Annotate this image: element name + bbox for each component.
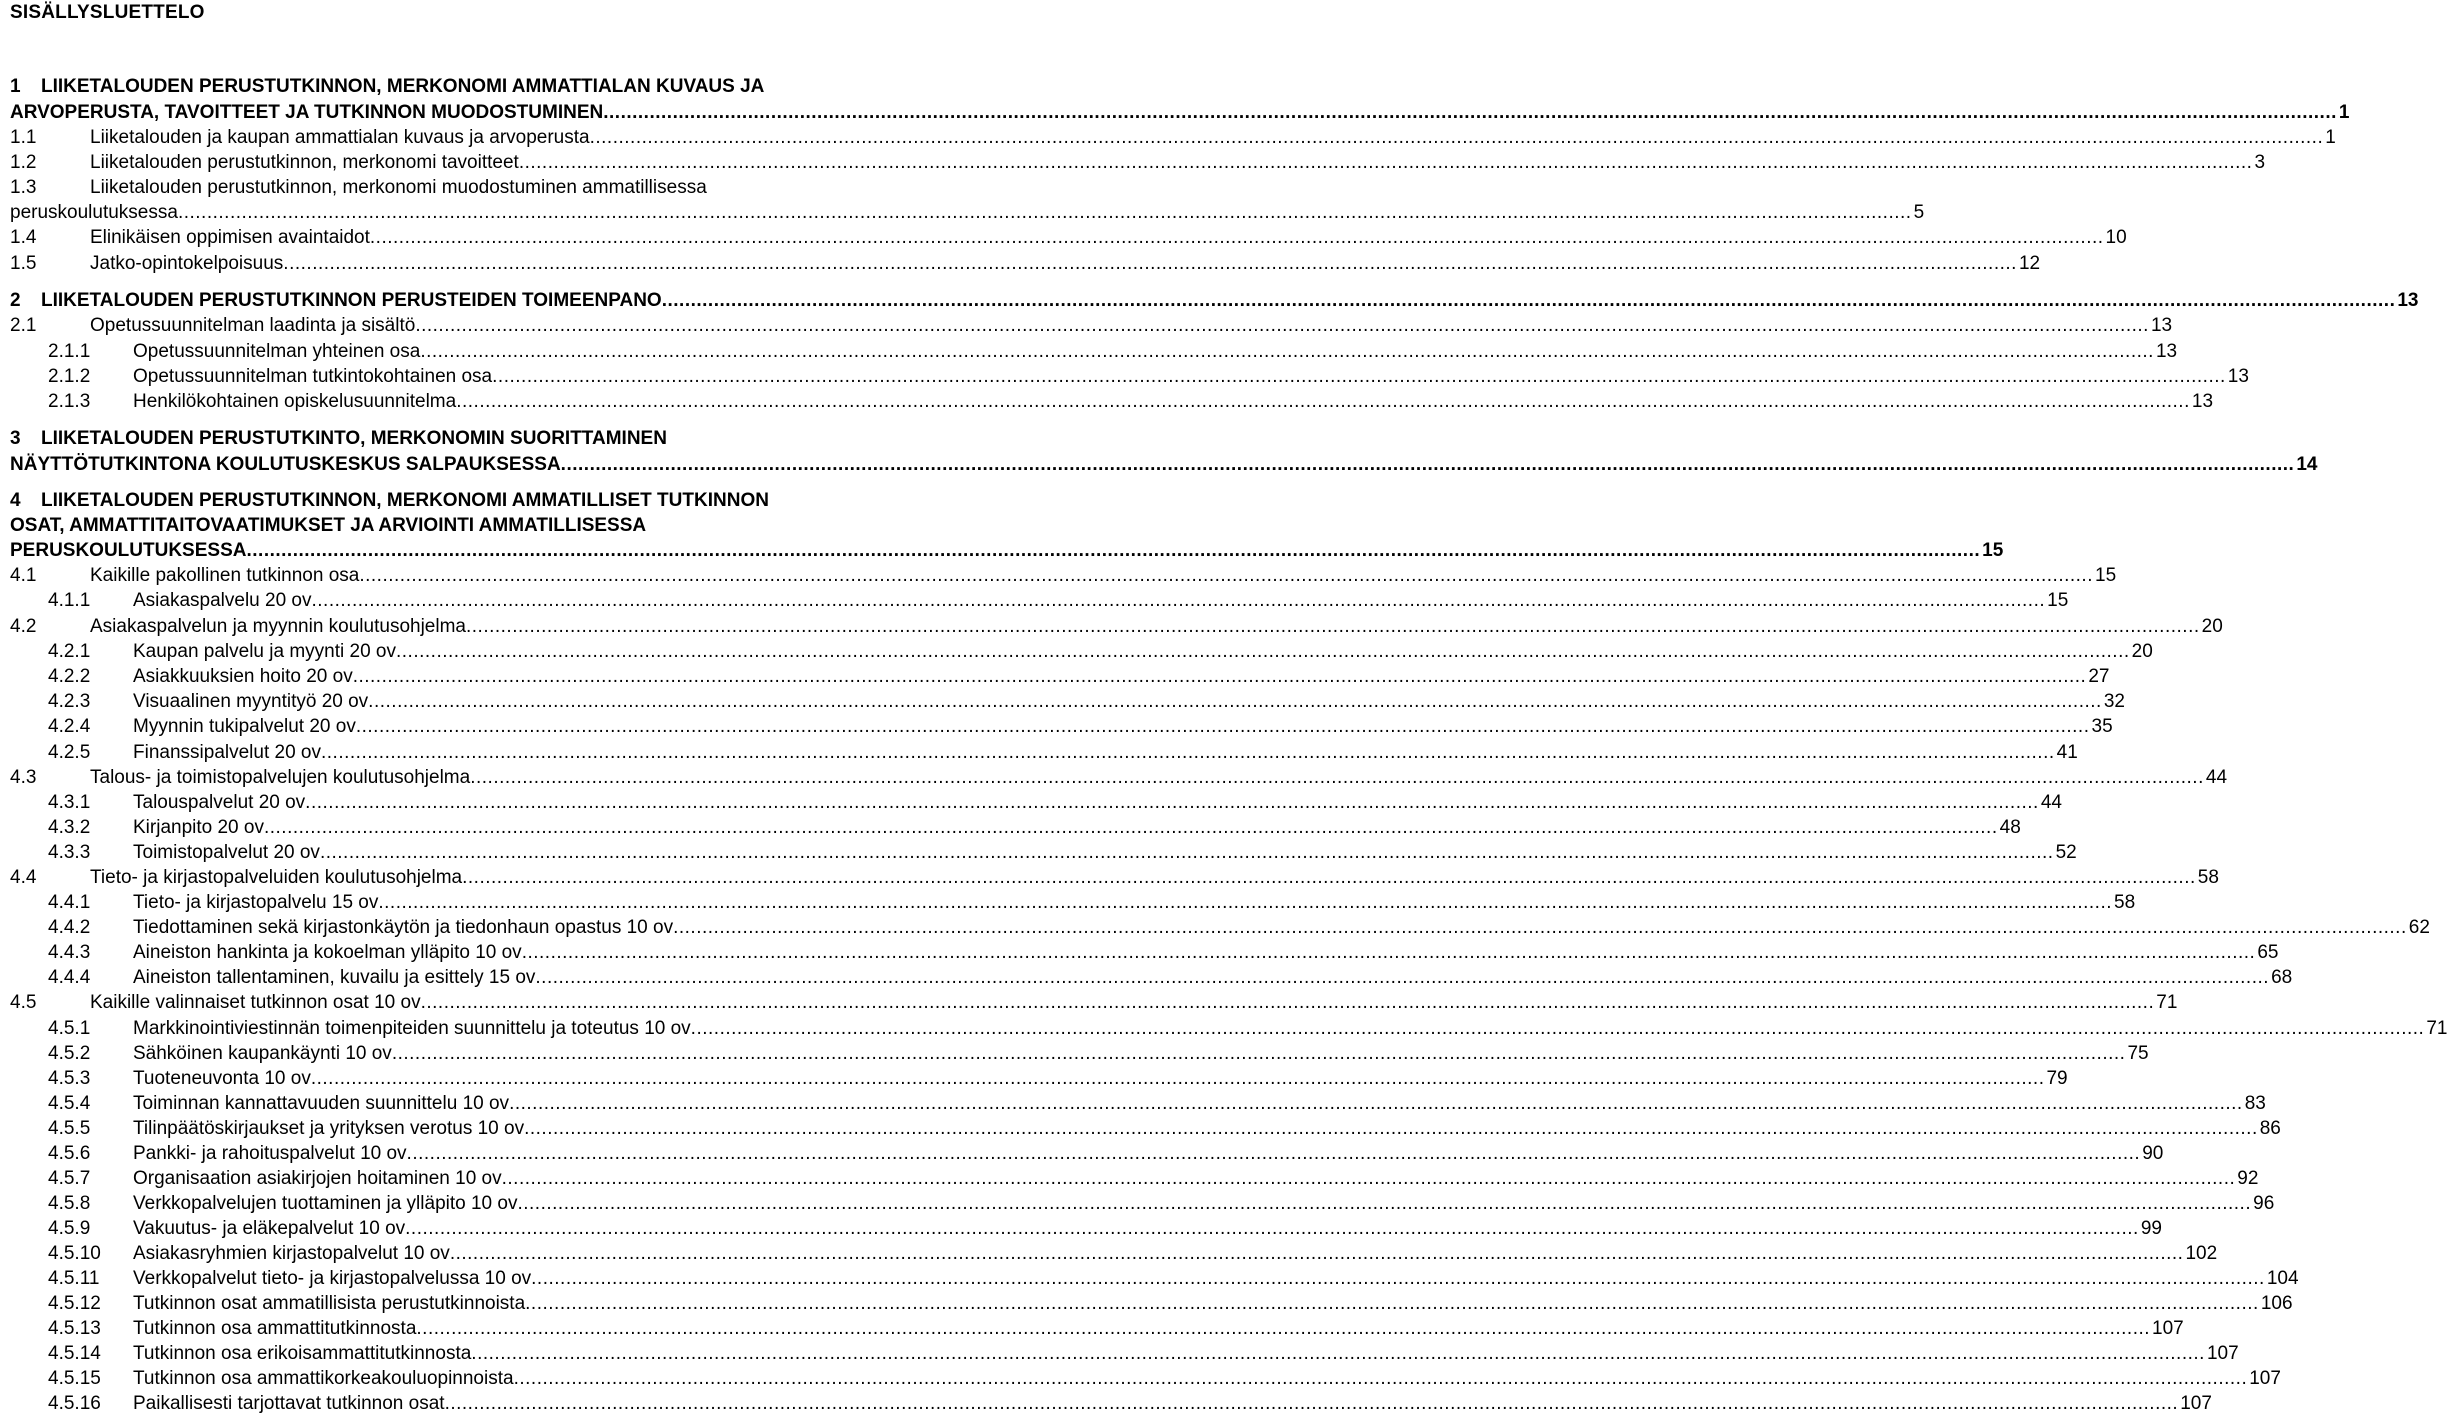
toc-entry-page: 107 (2180, 1393, 2212, 1414)
dot-leader: ............................................................................................................................................................................................................................................................................................................ (406, 1143, 2141, 1164)
toc-entry[interactable] (0, 1316, 2184, 1342)
toc-entry-number: 4.4 (10, 867, 37, 888)
dot-leader: ............................................................................................................................................................................................................................................................................................................ (415, 315, 2149, 336)
toc-entry-title: Finanssipalvelut 20 ov (133, 742, 321, 763)
toc-entry[interactable] (0, 389, 2214, 415)
toc-entry-page: 104 (2266, 1268, 2299, 1289)
toc-entry-number: 1.2 (10, 152, 37, 173)
toc-entry[interactable] (0, 175, 960, 201)
dot-leader: ............................................................................................................................................................................................................................................................................................................ (560, 454, 2295, 475)
toc-entry[interactable] (0, 1241, 2218, 1267)
toc-entry-number: 4.3.3 (48, 842, 91, 863)
toc-entry-page: 13 (2150, 315, 2173, 336)
toc-entry[interactable] (0, 1366, 2281, 1392)
toc-entry-number: 4.2 (10, 616, 37, 637)
toc-entry-title: Toiminnan kannattavuuden suunnittelu 10 ov (133, 1093, 510, 1114)
toc-entry-page: 83 (2244, 1093, 2266, 1114)
toc-entry-number: 2.1 (10, 315, 37, 336)
toc-entry-number: 1 (10, 76, 21, 97)
toc-entry-number: 1.5 (10, 253, 37, 274)
toc-entry-title: Tieto- ja kirjastopalveluiden koulutusohjelma (90, 867, 463, 888)
toc-entry-page: 5 (1913, 202, 1925, 223)
dot-leader: ............................................................................................................................................................................................................................................................................................................ (518, 152, 2253, 173)
toc-entry-title: Organisaation asiakirjojen hoitaminen 10 ov (133, 1168, 502, 1189)
toc-entry-page: 13 (2191, 391, 2214, 412)
toc-entry-title: Elinikäisen oppimisen avaintaidot (90, 227, 370, 248)
dot-leader: ............................................................................................................................................................................................................................................................................................................ (462, 867, 2196, 888)
toc-entry[interactable] (0, 790, 2062, 816)
toc-entry-title: PERUSKOULUTUKSESSA (10, 540, 247, 561)
toc-entry[interactable] (0, 990, 2178, 1016)
toc-entry-page: 107 (2206, 1343, 2239, 1364)
toc-entry-page: 68 (2271, 967, 2293, 988)
toc-entry-title: Opetussuunnitelman tutkintokohtainen osa (133, 366, 493, 387)
toc-entry-number: 2.1.1 (48, 341, 91, 362)
toc-entry-page: 71 (2426, 1018, 2447, 1039)
toc-entry[interactable] (0, 1266, 2299, 1292)
dot-leader: ............................................................................................................................................................................................................................................................................................................ (263, 817, 1998, 838)
toc-entry-title: Asiakasryhmien kirjastopalvelut 10 ov (133, 1243, 450, 1264)
toc-entry-page: 13 (2397, 290, 2419, 311)
toc-entry-number: 4.5.5 (48, 1118, 91, 1139)
dot-leader: ............................................................................................................................................................................................................................................................................................................ (501, 1168, 2236, 1189)
toc-entry-title: Tutkinnon osa ammattikorkeakouluopinnoista (133, 1368, 514, 1389)
toc-entry-number: 4.5.15 (48, 1368, 101, 1389)
dot-leader: ............................................................................................................................................................................................................................................................................................................ (310, 1068, 2045, 1089)
toc-entry[interactable] (0, 1141, 2164, 1167)
dot-leader: ............................................................................................................................................................................................................................................................................................................ (470, 767, 2204, 788)
toc-entry-title: Kaikille pakollinen tutkinnon osa (90, 565, 360, 586)
toc-entry-number: 4.3.1 (48, 792, 91, 813)
toc-entry-title: Toimistopalvelut 20 ov (133, 842, 320, 863)
toc-entry-number: 4.3.2 (48, 817, 91, 838)
toc-entry-title: Tiedottaminen sekä kirjastonkäytön ja tiedonhaun opastus 10 ov (133, 917, 674, 938)
toc-entry-title: peruskoulutuksessa (10, 202, 178, 223)
dot-leader: ............................................................................................................................................................................................................................................................................................................ (378, 892, 2113, 913)
toc-entry-page: 71 (2156, 992, 2178, 1013)
toc-entry-page: 106 (2260, 1293, 2293, 1314)
dot-leader: ............................................................................................................................................................................................................................................................................................................ (319, 842, 2054, 863)
toc-entry[interactable] (0, 563, 2117, 589)
toc-entry[interactable] (0, 225, 2127, 251)
toc-entry-page: 107 (2152, 1318, 2184, 1339)
toc-entry-page: 44 (2040, 792, 2062, 813)
toc-entry[interactable] (0, 1291, 2293, 1317)
toc-entry-title: Aineiston tallentaminen, kuvailu ja esittely 15 ov (133, 967, 536, 988)
toc-entry[interactable] (0, 689, 2125, 715)
toc-entry-page: 13 (2227, 366, 2249, 387)
toc-entry-page: 92 (2237, 1168, 2259, 1189)
dot-leader: ............................................................................................................................................................................................................................................................................................................ (673, 917, 2407, 938)
toc-entry-title: Tuoteneuvonta 10 ov (133, 1068, 311, 1089)
dot-leader: ............................................................................................................................................................................................................................................................................................................ (177, 202, 1912, 223)
toc-entry[interactable] (0, 664, 2110, 690)
toc-entry-number: 4.2.4 (48, 716, 91, 737)
dot-leader: ............................................................................................................................................................................................................................................................................................................ (517, 1193, 2252, 1214)
dot-leader: ............................................................................................................................................................................................................................................................................................................ (311, 590, 2046, 611)
toc-entry-title: OSAT, AMMATTITAITOVAATIMUKSET JA ARVIOINTI AMMATILLISESSA (10, 515, 647, 536)
toc-entry-number: 4.1 (10, 565, 37, 586)
toc-entry-title: Liiketalouden ja kaupan ammattialan kuvaus ja arvoperusta (90, 127, 590, 148)
toc-entry-number: 4.5.2 (48, 1043, 91, 1064)
toc-entry-page: 20 (2131, 641, 2153, 662)
toc-entry-title: Opetussuunnitelman yhteinen osa (133, 341, 421, 362)
toc-entry-number: 4.5.12 (48, 1293, 101, 1314)
dot-leader: ............................................................................................................................................................................................................................................................................................................ (420, 992, 2155, 1013)
dot-leader: ............................................................................................................................................................................................................................................................................................................ (321, 742, 2055, 763)
dot-leader: ............................................................................................................................................................................................................................................................................................................ (396, 641, 2130, 662)
dot-leader: ............................................................................................................................................................................................................................................................................................................ (352, 666, 2087, 687)
dot-leader: ............................................................................................................................................................................................................................................................................................................ (391, 1043, 2126, 1064)
toc-entry-number: 4.4.4 (48, 967, 91, 988)
toc-entry-page: 13 (2155, 341, 2178, 362)
toc-entry[interactable] (0, 1016, 2447, 1042)
toc-entry-page: 1 (2338, 102, 2350, 123)
toc-entry-title: Pankki- ja rahoituspalvelut 10 ov (133, 1143, 407, 1164)
toc-entry-page: 75 (2127, 1043, 2149, 1064)
toc-entry-number: 4.2.2 (48, 666, 91, 687)
dot-leader: ............................................................................................................................................................................................................................................................................................................ (535, 967, 2270, 988)
dot-leader: ............................................................................................................................................................................................................................................................................................................ (690, 1018, 2425, 1039)
dot-leader: ............................................................................................................................................................................................................................................................................................................ (509, 1093, 2243, 1114)
toc-entry[interactable] (0, 452, 2318, 478)
toc-entry[interactable] (0, 1091, 2266, 1117)
toc-entry-number: 4.5.3 (48, 1068, 91, 1089)
toc-entry[interactable] (0, 865, 2219, 891)
toc-entry-number: 2.1.2 (48, 366, 91, 387)
toc-entry-number: 1.4 (10, 227, 37, 248)
dot-leader: ............................................................................................................................................................................................................................................................................................................ (471, 1343, 2205, 1364)
toc-entry[interactable] (0, 538, 2004, 564)
toc-entry[interactable] (0, 313, 2173, 339)
toc-entry-page: 96 (2253, 1193, 2275, 1214)
toc-entry-number: 4.5.10 (48, 1243, 101, 1264)
dot-leader: ............................................................................................................................................................................................................................................................................................................ (524, 1118, 2258, 1139)
toc-entry-title: Tutkinnon osa ammattitutkinnosta (133, 1318, 417, 1339)
dot-leader: ............................................................................................................................................................................................................................................................................................................ (531, 1268, 2265, 1289)
toc-entry-number: 4.2.3 (48, 691, 91, 712)
toc-entry-page: 65 (2257, 942, 2279, 963)
toc-entry-number: 4.5.14 (48, 1343, 101, 1364)
toc-entry-page: 14 (2296, 454, 2318, 475)
toc-entry-title: Vakuutus- ja eläkepalvelut 10 ov (133, 1218, 406, 1239)
toc-entry-number: 2 (10, 290, 21, 311)
toc-entry[interactable] (0, 840, 2077, 866)
toc-entry-page: 41 (2056, 742, 2078, 763)
toc-entry[interactable] (0, 100, 2350, 126)
toc-entry-title: Talous- ja toimistopalvelujen koulutusohjelma (90, 767, 471, 788)
toc-entry-title: Asiakkuuksien hoito 20 ov (133, 666, 353, 687)
toc-entry-number: 4.5.1 (48, 1018, 91, 1039)
toc-entry-page: 62 (2408, 917, 2430, 938)
toc-entry[interactable] (0, 1116, 2281, 1142)
dot-leader: ............................................................................................................................................................................................................................................................................................................ (449, 1243, 2184, 1264)
toc-entry-number: 4.2.1 (48, 641, 91, 662)
toc-entry[interactable] (0, 288, 2419, 314)
toc-entry-title: Asiakaspalvelun ja myynnin koulutusohjelma (90, 616, 466, 637)
dot-leader: ............................................................................................................................................................................................................................................................................................................ (444, 1393, 2179, 1414)
toc-entry-page: 79 (2046, 1068, 2068, 1089)
toc-entry[interactable] (0, 1341, 2239, 1367)
toc-entry-page: 58 (2114, 892, 2136, 913)
toc-entry[interactable] (0, 150, 2266, 176)
toc-entry-page: 12 (2018, 253, 2041, 274)
dot-leader: ............................................................................................................................................................................................................................................................................................................ (521, 942, 2256, 963)
toc-entry-number: 4.3 (10, 767, 37, 788)
toc-entry-title: Tutkinnon osa erikoisammattitutkinnosta (133, 1343, 472, 1364)
toc-entry[interactable] (0, 125, 2336, 151)
toc-entry-page: 27 (2088, 666, 2110, 687)
toc-entry-page: 48 (1999, 817, 2021, 838)
toc-entry-number: 4.4.2 (48, 917, 91, 938)
toc-entry-number: 4.5.7 (48, 1168, 91, 1189)
toc-entry[interactable] (0, 965, 2293, 991)
toc-entry[interactable] (0, 639, 2153, 665)
toc-entry[interactable] (0, 614, 2223, 640)
toc-entry[interactable] (0, 74, 960, 100)
toc-entry[interactable] (0, 714, 2113, 740)
toc-entry-number: 4.5.6 (48, 1143, 91, 1164)
toc-entry-title: Verkkopalvelujen tuottaminen ja ylläpito 10 ov (133, 1193, 518, 1214)
toc-entry-title: Aineiston hankinta ja kokoelman ylläpito 10 ov (133, 942, 522, 963)
toc-entry[interactable] (0, 588, 2069, 614)
toc-entry-page: 15 (2095, 565, 2117, 586)
toc-entry[interactable] (0, 200, 1925, 226)
dot-leader: ............................................................................................................................................................................................................................................................................................................ (420, 341, 2154, 362)
toc-entry[interactable] (0, 1191, 2275, 1217)
toc-entry-number: 4.5.16 (48, 1393, 101, 1414)
page-title: SISÄLLYSLUETTELO (10, 2, 205, 23)
toc-entry-title: Liiketalouden perustutkinnon, merkonomi tavoitteet (90, 152, 519, 173)
toc-entry[interactable] (0, 940, 2279, 966)
toc-entry-title: NÄYTTÖTUTKINTONA KOULUTUSKESKUS SALPAUKSESSA (10, 454, 561, 475)
toc-entry-number: 4.1.1 (48, 590, 91, 611)
toc-entry-title: Visuaalinen myyntityö 20 ov (133, 691, 369, 712)
dot-leader: ............................................................................................................................................................................................................................................................................................................ (359, 565, 2093, 586)
toc-entry-title: Markkinointiviestinnän toimenpiteiden suunnittelu ja toteutus 10 ov (133, 1018, 691, 1039)
toc-entry-number: 2.1.3 (48, 391, 91, 412)
dot-leader: ............................................................................................................................................................................................................................................................................................................ (589, 127, 2324, 148)
toc-entry-title: Talouspalvelut 20 ov (133, 792, 306, 813)
toc-entry[interactable] (0, 1041, 2149, 1067)
dot-leader: ............................................................................................................................................................................................................................................................................................................ (405, 1218, 2139, 1239)
toc-entry-page: 15 (2047, 590, 2069, 611)
dot-leader: ............................................................................................................................................................................................................................................................................................................ (603, 102, 2337, 123)
toc-entry-title: ARVOPERUSTA, TAVOITTEET JA TUTKINNON MUODOSTUMINEN (10, 102, 604, 123)
toc-entry[interactable] (0, 815, 2021, 841)
dot-leader: ............................................................................................................................................................................................................................................................................................................ (355, 716, 2090, 737)
toc-entry[interactable] (0, 488, 960, 514)
toc-entry[interactable] (0, 339, 2178, 365)
toc-entry-title: Kaupan palvelu ja myynti 20 ov (133, 641, 396, 662)
dot-leader: ............................................................................................................................................................................................................................................................................................................ (525, 1293, 2259, 1314)
toc-entry-title: LIIKETALOUDEN PERUSTUTKINNON PERUSTEIDEN TOIMEENPANO (41, 290, 662, 311)
dot-leader: ............................................................................................................................................................................................................................................................................................................ (305, 792, 2039, 813)
toc-entry-title: LIIKETALOUDEN PERUSTUTKINNON, MERKONOMI AMMATTIALAN KUVAUS JA (41, 76, 765, 97)
toc-entry-title: Paikallisesti tarjottavat tutkinnon osat (133, 1393, 445, 1414)
toc-entry-title: Tilinpäätöskirjaukset ja yrityksen verotus 10 ov (133, 1118, 525, 1139)
toc-entry-page: 90 (2142, 1143, 2164, 1164)
toc-entry-page: 52 (2055, 842, 2077, 863)
toc-entry-number: 4.5.8 (48, 1193, 91, 1214)
toc-entry-page: 20 (2201, 616, 2223, 637)
toc-entry-title: LIIKETALOUDEN PERUSTUTKINTO, MERKONOMIN SUORITTAMINEN (41, 428, 667, 449)
toc-entry-page: 32 (2103, 691, 2125, 712)
toc-entry-page: 99 (2140, 1218, 2162, 1239)
toc-entry-page: 86 (2259, 1118, 2281, 1139)
toc-entry-number: 3 (10, 428, 21, 449)
toc-entry-number: 4.5 (10, 992, 37, 1013)
toc-entry-title: Liiketalouden perustutkinnon, merkonomi muodostuminen ammatillisessa (90, 177, 707, 198)
toc-entry-title: Henkilökohtainen opiskelusuunnitelma (133, 391, 457, 412)
toc-entry[interactable] (0, 740, 2078, 766)
toc-entry[interactable] (0, 890, 2136, 916)
toc-entry-number: 4.5.11 (48, 1268, 100, 1289)
toc-entry-title: Asiakaspalvelu 20 ov (133, 590, 312, 611)
toc-entry[interactable] (0, 1066, 2068, 1092)
dot-leader: ............................................................................................................................................................................................................................................................................................................ (513, 1368, 2248, 1389)
toc-entry-page: 3 (2254, 152, 2266, 173)
toc-entry-number: 4.2.5 (48, 742, 91, 763)
dot-leader: ............................................................................................................................................................................................................................................................................................................ (246, 540, 1981, 561)
toc-entry-title: Opetussuunnitelman laadinta ja sisältö (90, 315, 416, 336)
toc-entry-page: 107 (2249, 1368, 2281, 1389)
toc-entry-title: Verkkopalvelut tieto- ja kirjastopalvelussa 10 ov (133, 1268, 532, 1289)
toc-entry[interactable] (0, 915, 2430, 941)
toc-entry-title: Jatko-opintokelpoisuus (90, 253, 284, 274)
toc-entry[interactable] (0, 1391, 2212, 1417)
toc-entry[interactable] (0, 1216, 2162, 1242)
toc-entry-title: LIIKETALOUDEN PERUSTUTKINNON, MERKONOMI AMMATILLISET TUTKINNON (41, 490, 769, 511)
dot-leader: ............................................................................................................................................................................................................................................................................................................ (492, 366, 2226, 387)
dot-leader: ............................................................................................................................................................................................................................................................................................................ (368, 691, 2102, 712)
toc-entry-number: 4.5.13 (48, 1318, 101, 1339)
toc-entry[interactable] (0, 251, 2041, 277)
dot-leader: ............................................................................................................................................................................................................................................................................................................ (283, 253, 2017, 274)
toc-entry-title: Kirjanpito 20 ov (133, 817, 264, 838)
toc-entry[interactable] (0, 1166, 2259, 1192)
toc-entry-number: 4.5.4 (48, 1093, 91, 1114)
toc-entry-number: 4.4.1 (48, 892, 91, 913)
dot-leader: ............................................................................................................................................................................................................................................................................................................ (465, 616, 2200, 637)
toc-entry-page: 1 (2325, 127, 2336, 148)
dot-leader: ............................................................................................................................................................................................................................................................................................................ (456, 391, 2190, 412)
dot-leader: ............................................................................................................................................................................................................................................................................................................ (369, 227, 2104, 248)
toc-entry-page: 35 (2091, 716, 2113, 737)
toc-entry-number: 1.3 (10, 177, 37, 198)
dot-leader: ............................................................................................................................................................................................................................................................................................................ (661, 290, 2396, 311)
toc-entry-number: 4.4.3 (48, 942, 91, 963)
toc-entry-page: 10 (2105, 227, 2127, 248)
toc-entry-title: Tieto- ja kirjastopalvelu 15 ov (133, 892, 379, 913)
dot-leader: ............................................................................................................................................................................................................................................................................................................ (416, 1318, 2151, 1339)
toc-entry-number: 4 (10, 490, 21, 511)
toc-entry[interactable] (0, 765, 2228, 791)
toc-entry[interactable] (0, 513, 960, 539)
toc-entry[interactable] (0, 426, 960, 452)
toc-entry-page: 44 (2205, 767, 2228, 788)
toc-entry-number: 1.1 (10, 127, 37, 148)
toc-entry-title: Sähköinen kaupankäynti 10 ov (133, 1043, 392, 1064)
toc-entry[interactable] (0, 364, 2249, 390)
toc-entry-number: 4.5.9 (48, 1218, 91, 1239)
toc-entry-title: Kaikille valinnaiset tutkinnon osat 10 ov (90, 992, 421, 1013)
toc-entry-title: Myynnin tukipalvelut 20 ov (133, 716, 356, 737)
toc-entry-page: 58 (2197, 867, 2219, 888)
toc-entry-page: 102 (2185, 1243, 2218, 1264)
toc-entry-title: Tutkinnon osat ammatillisista perustutkinnoista (133, 1293, 526, 1314)
toc-entry-page: 15 (1982, 540, 2004, 561)
